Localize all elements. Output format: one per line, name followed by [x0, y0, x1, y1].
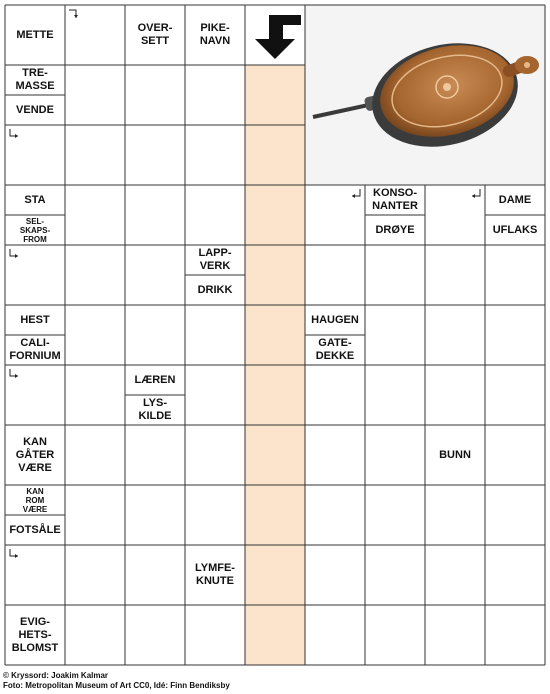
solution-cell[interactable]	[245, 305, 305, 365]
answer-cell[interactable]	[125, 65, 185, 125]
clue-sta: STA	[5, 185, 65, 215]
answer-cell[interactable]	[425, 365, 485, 425]
answer-cell[interactable]	[305, 545, 365, 605]
clue-haugen: HAUGEN	[305, 305, 365, 335]
answer-cell[interactable]	[425, 605, 485, 665]
credits	[3, 671, 230, 691]
clue-uflaks: UFLAKS	[485, 215, 545, 245]
answer-cell[interactable]	[185, 425, 245, 485]
answer-cell[interactable]	[125, 425, 185, 485]
answer-cell[interactable]	[125, 125, 185, 185]
answer-cell[interactable]	[65, 545, 125, 605]
solution-cell[interactable]	[245, 485, 305, 545]
answer-cell[interactable]	[425, 185, 485, 245]
answer-cell[interactable]	[305, 245, 365, 305]
clue-vende: VENDE	[5, 95, 65, 125]
answer-cell[interactable]	[485, 485, 545, 545]
solution-arrow-box	[245, 5, 305, 65]
clue-mette: METTE	[5, 5, 65, 65]
clue-pikenavn: PIKE- NAVN	[185, 5, 245, 65]
answer-cell[interactable]	[125, 605, 185, 665]
solution-cell[interactable]	[245, 545, 305, 605]
answer-cell[interactable]	[65, 245, 125, 305]
answer-cell[interactable]	[425, 305, 485, 365]
solution-cell[interactable]	[245, 245, 305, 305]
answer-cell[interactable]	[305, 485, 365, 545]
answer-cell[interactable]	[305, 425, 365, 485]
answer-cell[interactable]	[125, 185, 185, 245]
answer-cell[interactable]	[125, 545, 185, 605]
answer-cell[interactable]	[125, 305, 185, 365]
solution-cell[interactable]	[245, 65, 305, 125]
answer-cell[interactable]	[5, 125, 65, 185]
solution-cell[interactable]	[245, 605, 305, 665]
clue-kangatervaere: KAN GÅTER VÆRE	[5, 425, 65, 485]
answer-cell[interactable]	[5, 245, 65, 305]
clue-tremasse: TRE- MASSE	[5, 65, 65, 95]
answer-cell[interactable]	[365, 485, 425, 545]
answer-cell[interactable]	[305, 185, 365, 245]
answer-cell[interactable]	[65, 365, 125, 425]
answer-cell[interactable]	[485, 545, 545, 605]
credit-puzzle-author: © Kryssord: Joakim Kalmar	[3, 671, 109, 680]
answer-cell[interactable]	[485, 425, 545, 485]
answer-cell[interactable]	[65, 485, 125, 545]
credit-photo-source: Foto: Metropolitan Museum of Art CC0, Idé: Finn Bendiksby	[3, 681, 230, 690]
clue-dame: DAME	[485, 185, 545, 215]
clue-droye: DRØYE	[365, 215, 425, 245]
clue-laeren: LÆREN	[125, 365, 185, 395]
answer-cell[interactable]	[185, 305, 245, 365]
answer-cell[interactable]	[485, 305, 545, 365]
clue-fotsale: FOTSÅLE	[5, 515, 65, 545]
answer-cell[interactable]	[365, 425, 425, 485]
clue-oversett: OVER- SETT	[125, 5, 185, 65]
solution-arrow-icon	[245, 5, 305, 65]
solution-cell[interactable]	[245, 185, 305, 245]
answer-cell[interactable]	[185, 125, 245, 185]
bellows-photo-image	[305, 5, 545, 185]
clue-lappverk: LAPP- VERK	[185, 245, 245, 275]
answer-cell[interactable]	[185, 185, 245, 245]
answer-cell[interactable]	[65, 425, 125, 485]
answer-cell[interactable]	[5, 545, 65, 605]
answer-cell[interactable]	[125, 245, 185, 305]
clue-lymfeknute: LYMFE- KNUTE	[185, 545, 245, 605]
answer-cell[interactable]	[365, 605, 425, 665]
answer-cell[interactable]	[365, 545, 425, 605]
answer-cell[interactable]	[425, 245, 485, 305]
answer-cell[interactable]	[185, 365, 245, 425]
answer-cell[interactable]	[65, 65, 125, 125]
answer-cell[interactable]	[185, 65, 245, 125]
answer-cell[interactable]	[185, 605, 245, 665]
answer-cell[interactable]	[65, 5, 125, 65]
clue-drikk: DRIKK	[185, 275, 245, 305]
answer-cell[interactable]	[365, 245, 425, 305]
answer-cell[interactable]	[65, 125, 125, 185]
answer-cell[interactable]	[365, 365, 425, 425]
clue-konsonanter: KONSO- NANTER	[365, 185, 425, 215]
answer-cell[interactable]	[65, 305, 125, 365]
clue-californium: CALI- FORNIUM	[5, 335, 65, 365]
answer-cell[interactable]	[425, 545, 485, 605]
answer-cell[interactable]	[65, 185, 125, 245]
solution-cell[interactable]	[245, 365, 305, 425]
answer-cell[interactable]	[305, 605, 365, 665]
answer-cell[interactable]	[425, 485, 485, 545]
answer-cell[interactable]	[5, 365, 65, 425]
clue-hest: HEST	[5, 305, 65, 335]
answer-cell[interactable]	[485, 245, 545, 305]
clue-evighetsblomst: EVIG- HETS- BLOMST	[5, 605, 65, 665]
answer-cell[interactable]	[485, 605, 545, 665]
answer-cell[interactable]	[65, 605, 125, 665]
answer-cell[interactable]	[185, 485, 245, 545]
answer-cell[interactable]	[365, 305, 425, 365]
clue-lyskilde: LYS- KILDE	[125, 395, 185, 425]
answer-cell[interactable]	[485, 365, 545, 425]
solution-cell[interactable]	[245, 425, 305, 485]
clue-gatedekke: GATE- DEKKE	[305, 335, 365, 365]
solution-cell[interactable]	[245, 125, 305, 185]
clue-kanromvaere: KAN ROM VÆRE	[5, 485, 65, 515]
answer-cell[interactable]	[305, 365, 365, 425]
clue-selskapsfrom: SEL- SKAPS- FROM	[5, 215, 65, 245]
clue-bunn: BUNN	[425, 425, 485, 485]
answer-cell[interactable]	[125, 485, 185, 545]
